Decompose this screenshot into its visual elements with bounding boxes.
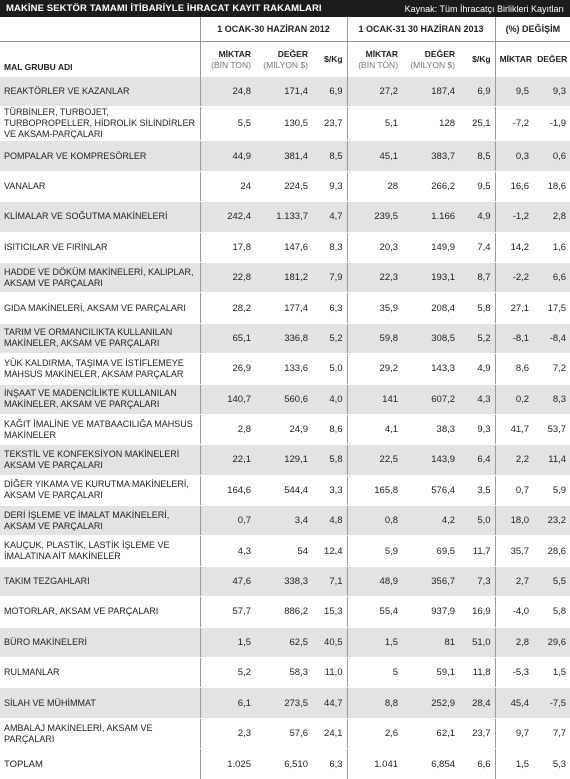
miktar-2012-cell: 1.025 bbox=[200, 749, 255, 779]
group-name-cell: TAKIM TEZGAHLARI bbox=[0, 566, 200, 596]
table-row bbox=[0, 658, 570, 688]
perkg-2013-cell: 23,7 bbox=[459, 718, 495, 748]
table-row bbox=[0, 597, 570, 627]
perkg-2013-cell: 16,9 bbox=[459, 597, 495, 627]
change-deger-cell: 7,7 bbox=[533, 718, 570, 748]
group-name-cell: KLİMALAR VE SOĞUTMA MAKİNELERİ bbox=[0, 202, 200, 232]
miktar-2012-cell: 24,8 bbox=[200, 77, 255, 107]
change-deger-cell: 29,6 bbox=[533, 627, 570, 657]
deger-2013-cell: 607,2 bbox=[402, 384, 459, 414]
group-name-cell: TARIM VE ORMANCILIKTA KULLANILAN MAKİNELER, AKSAM VE PARÇALARI bbox=[0, 323, 200, 353]
miktar-2012-cell: 2,3 bbox=[200, 718, 255, 748]
miktar-label: MİKTAR bbox=[365, 48, 399, 59]
deger-2012-cell: 6,510 bbox=[255, 749, 312, 779]
group-name-cell: İNŞAAT VE MADENCİLİKTE KULLANILAN MAKİNELER, AKSAM VE PARÇALARI bbox=[0, 384, 200, 414]
miktar-2012-cell: 47,6 bbox=[200, 566, 255, 596]
group-name-cell: TOPLAM bbox=[0, 749, 200, 779]
deger-2012-cell: 24,9 bbox=[255, 414, 312, 444]
total-row bbox=[0, 749, 570, 779]
change-miktar-cell: 27,1 bbox=[495, 293, 533, 323]
deger-2013-cell: 252,9 bbox=[402, 688, 459, 718]
table-row bbox=[0, 354, 570, 384]
perkg-2013-cell: 9,5 bbox=[459, 171, 495, 201]
change-miktar-cell: 35,7 bbox=[495, 536, 533, 566]
change-miktar-cell: 14,2 bbox=[495, 232, 533, 262]
table-row bbox=[0, 262, 570, 292]
perkg-2012-cell: 5,0 bbox=[312, 354, 347, 384]
deger-2013-cell: 81 bbox=[402, 627, 459, 657]
table-body bbox=[0, 77, 570, 779]
perkg-2012-cell: 6,3 bbox=[312, 749, 347, 779]
perkg-2013-cell: 5,8 bbox=[459, 293, 495, 323]
perkg-2012-cell: 4,0 bbox=[312, 384, 347, 414]
miktar-2013-cell: 141 bbox=[347, 384, 402, 414]
miktar-2012-cell: 65,1 bbox=[200, 323, 255, 353]
table-row bbox=[0, 141, 570, 171]
source-note: Kaynak: Tüm İhracatçı Birlikleri Kayıtları bbox=[404, 3, 564, 14]
perkg-2013-cell: 6,4 bbox=[459, 445, 495, 475]
deger-unit: (MİLYON $) bbox=[410, 59, 456, 70]
header-row-periods bbox=[0, 17, 570, 42]
group-name-cell: GIDA MAKİNELERİ, AKSAM VE PARÇALARI bbox=[0, 293, 200, 323]
miktar-2013-cell: 45,1 bbox=[347, 141, 402, 171]
table-row bbox=[0, 323, 570, 353]
perkg-2013-cell: 11,8 bbox=[459, 658, 495, 688]
deger-label: DEĞER bbox=[424, 48, 456, 59]
change-deger-cell: -7,5 bbox=[533, 688, 570, 718]
header-row-columns bbox=[0, 42, 570, 78]
perkg-2012-cell: 5,8 bbox=[312, 445, 347, 475]
miktar-label: MİKTAR bbox=[218, 48, 251, 59]
group-name-cell: DİĞER YIKAMA VE KURUTMA MAKİNELERİ, AKSAM VE PARÇALARI bbox=[0, 475, 200, 505]
perkg-2012-header: $/Kg bbox=[312, 42, 347, 78]
perkg-2012-cell: 12,4 bbox=[312, 536, 347, 566]
group-name-cell: VANALAR bbox=[0, 171, 200, 201]
deger-2012-cell: 338,3 bbox=[255, 566, 312, 596]
deger-2013-cell: 266,2 bbox=[402, 171, 459, 201]
miktar-2012-cell: 140,7 bbox=[200, 384, 255, 414]
perkg-2013-cell: 25,1 bbox=[459, 107, 495, 141]
perkg-2012-cell: 40,5 bbox=[312, 627, 347, 657]
table-row bbox=[0, 232, 570, 262]
miktar-2012-cell: 28,2 bbox=[200, 293, 255, 323]
period-2013-header: 1 OCAK-31 30 HAZİRAN 2013 bbox=[347, 17, 495, 42]
group-header-spacer bbox=[0, 17, 200, 42]
change-miktar-cell: -1,2 bbox=[495, 202, 533, 232]
table-row bbox=[0, 445, 570, 475]
perkg-2013-cell: 11,7 bbox=[459, 536, 495, 566]
change-deger-cell: 28,6 bbox=[533, 536, 570, 566]
miktar-2013-cell: 28 bbox=[347, 171, 402, 201]
perkg-2012-cell: 8,5 bbox=[312, 141, 347, 171]
perkg-2012-cell: 9,3 bbox=[312, 171, 347, 201]
perkg-2013-cell: 9,3 bbox=[459, 414, 495, 444]
table-row bbox=[0, 627, 570, 657]
deger-2012-cell: 336,8 bbox=[255, 323, 312, 353]
miktar-2013-cell: 5 bbox=[347, 658, 402, 688]
deger-label: DEĞER bbox=[277, 48, 308, 59]
miktar-2012-cell: 242,4 bbox=[200, 202, 255, 232]
miktar-2013-cell: 0,8 bbox=[347, 506, 402, 536]
deger-2013-cell: 143,3 bbox=[402, 354, 459, 384]
change-miktar-cell: 18,0 bbox=[495, 506, 533, 536]
perkg-2012-cell: 8,3 bbox=[312, 232, 347, 262]
deger-2012-cell: 381,4 bbox=[255, 141, 312, 171]
miktar-2013-cell: 165,8 bbox=[347, 475, 402, 505]
change-deger-cell: 5,9 bbox=[533, 475, 570, 505]
deger-2013-cell: 6,854 bbox=[402, 749, 459, 779]
change-deger-cell: -1,9 bbox=[533, 107, 570, 141]
deger-2013-cell: 356,7 bbox=[402, 566, 459, 596]
change-miktar-cell: -7,2 bbox=[495, 107, 533, 141]
deger-2012-cell: 62,5 bbox=[255, 627, 312, 657]
deger-2013-cell: 149,9 bbox=[402, 232, 459, 262]
change-miktar-cell: 2,2 bbox=[495, 445, 533, 475]
change-miktar-cell: 9,7 bbox=[495, 718, 533, 748]
table-row bbox=[0, 506, 570, 536]
miktar-2012-cell: 0,7 bbox=[200, 506, 255, 536]
group-name-cell: AMBALAJ MAKİNELERİ, AKSAM VE PARÇALARI bbox=[0, 718, 200, 748]
group-name-cell: SİLAH VE MÜHİMMAT bbox=[0, 688, 200, 718]
table-title: MAKİNE SEKTÖR TAMAMI İTİBARİYLE İHRACAT KAYIT RAKAMLARI bbox=[6, 3, 322, 14]
perkg-2013-cell: 6,6 bbox=[459, 749, 495, 779]
miktar-2012-header bbox=[200, 42, 255, 78]
miktar-2012-cell: 22,1 bbox=[200, 445, 255, 475]
title-bar bbox=[0, 0, 570, 17]
perkg-2013-cell: 4,3 bbox=[459, 384, 495, 414]
change-miktar-cell: 2,7 bbox=[495, 566, 533, 596]
deger-2012-cell: 177,4 bbox=[255, 293, 312, 323]
perkg-2013-cell: 28,4 bbox=[459, 688, 495, 718]
perkg-2012-cell: 15,3 bbox=[312, 597, 347, 627]
change-deger-cell: 1,6 bbox=[533, 232, 570, 262]
change-miktar-cell: 0,2 bbox=[495, 384, 533, 414]
deger-2013-cell: 38,3 bbox=[402, 414, 459, 444]
group-name-cell: MOTORLAR, AKSAM VE PARÇALARI bbox=[0, 597, 200, 627]
miktar-2012-cell: 6,1 bbox=[200, 688, 255, 718]
miktar-2013-cell: 27,2 bbox=[347, 77, 402, 107]
change-deger-cell: 23,2 bbox=[533, 506, 570, 536]
table-row bbox=[0, 384, 570, 414]
perkg-2012-cell: 24,1 bbox=[312, 718, 347, 748]
table-row bbox=[0, 202, 570, 232]
miktar-2013-cell: 1,5 bbox=[347, 627, 402, 657]
change-miktar-cell: -2,2 bbox=[495, 262, 533, 292]
miktar-2013-cell: 59,8 bbox=[347, 323, 402, 353]
deger-2013-cell: 576,4 bbox=[402, 475, 459, 505]
miktar-2013-cell: 5,1 bbox=[347, 107, 402, 141]
change-deger-cell: 1,5 bbox=[533, 658, 570, 688]
deger-2013-cell: 187,4 bbox=[402, 77, 459, 107]
table-row bbox=[0, 171, 570, 201]
deger-2012-cell: 57,6 bbox=[255, 718, 312, 748]
change-deger-cell: 5,3 bbox=[533, 749, 570, 779]
miktar-2013-cell: 2,6 bbox=[347, 718, 402, 748]
group-name-cell: KAĞIT İMALİNE VE MATBAACILIĞA MAHSUS MAKİNELER bbox=[0, 414, 200, 444]
table-row bbox=[0, 77, 570, 107]
table-row bbox=[0, 293, 570, 323]
deger-2012-cell: 544,4 bbox=[255, 475, 312, 505]
deger-2013-cell: 59,1 bbox=[402, 658, 459, 688]
group-name-cell: BÜRO MAKİNELERİ bbox=[0, 627, 200, 657]
change-miktar-cell: 9,5 bbox=[495, 77, 533, 107]
miktar-2013-cell: 20,3 bbox=[347, 232, 402, 262]
deger-2013-cell: 383,7 bbox=[402, 141, 459, 171]
deger-2013-cell: 937,9 bbox=[402, 597, 459, 627]
change-deger-cell: 8,3 bbox=[533, 384, 570, 414]
miktar-2013-header bbox=[347, 42, 402, 78]
miktar-2012-cell: 2,8 bbox=[200, 414, 255, 444]
deger-2013-cell: 143,9 bbox=[402, 445, 459, 475]
table-row bbox=[0, 718, 570, 748]
change-deger-cell: 18,6 bbox=[533, 171, 570, 201]
deger-2012-cell: 129,1 bbox=[255, 445, 312, 475]
miktar-2013-cell: 239,5 bbox=[347, 202, 402, 232]
deger-2012-cell: 181,2 bbox=[255, 262, 312, 292]
miktar-2012-cell: 22,8 bbox=[200, 262, 255, 292]
miktar-2012-cell: 24 bbox=[200, 171, 255, 201]
group-name-cell: HADDE VE DÖKÜM MAKİNELERİ, KALIPLAR, AKSAM VE PARÇALARI bbox=[0, 262, 200, 292]
change-deger-cell: 6,6 bbox=[533, 262, 570, 292]
group-name-cell: TEKSTİL VE KONFEKSİYON MAKİNELERİ AKSAM VE PARÇALARI bbox=[0, 445, 200, 475]
miktar-2013-cell: 1.041 bbox=[347, 749, 402, 779]
miktar-2012-cell: 5,2 bbox=[200, 658, 255, 688]
table-row bbox=[0, 536, 570, 566]
change-deger-cell: 53,7 bbox=[533, 414, 570, 444]
change-deger-cell: 17,5 bbox=[533, 293, 570, 323]
table-row bbox=[0, 107, 570, 141]
change-header: (%) DEĞİŞİM bbox=[495, 17, 570, 42]
change-miktar-cell: -8,1 bbox=[495, 323, 533, 353]
change-miktar-cell: 0,3 bbox=[495, 141, 533, 171]
group-name-header: MAL GRUBU ADI bbox=[0, 42, 200, 78]
change-deger-header: DEĞER bbox=[537, 54, 568, 64]
perkg-2013-cell: 8,7 bbox=[459, 262, 495, 292]
perkg-2012-cell: 23,7 bbox=[312, 107, 347, 141]
deger-2012-cell: 224,5 bbox=[255, 171, 312, 201]
deger-2013-cell: 193,1 bbox=[402, 262, 459, 292]
change-deger-cell: 7,2 bbox=[533, 354, 570, 384]
change-miktar-cell: 0,7 bbox=[495, 475, 533, 505]
export-table bbox=[0, 17, 570, 779]
deger-2012-cell: 3,4 bbox=[255, 506, 312, 536]
change-miktar-cell: 1,5 bbox=[495, 749, 533, 779]
perkg-2012-cell: 4,8 bbox=[312, 506, 347, 536]
change-miktar-cell: 45,4 bbox=[495, 688, 533, 718]
miktar-unit: (BİN TON) bbox=[358, 59, 399, 70]
deger-2012-cell: 560,6 bbox=[255, 384, 312, 414]
miktar-2013-cell: 22,5 bbox=[347, 445, 402, 475]
table-row bbox=[0, 688, 570, 718]
group-name-cell: REAKTÖRLER VE KAZANLAR bbox=[0, 77, 200, 107]
perkg-2012-cell: 8,6 bbox=[312, 414, 347, 444]
perkg-2012-cell: 7,9 bbox=[312, 262, 347, 292]
perkg-2012-cell: 3,3 bbox=[312, 475, 347, 505]
change-deger-cell: -8,4 bbox=[533, 323, 570, 353]
deger-2013-cell: 1.166 bbox=[402, 202, 459, 232]
group-name-cell: KAUÇUK, PLASTİK, LASTİK İŞLEME VE İMALATINA AİT MAKİNELER bbox=[0, 536, 200, 566]
perkg-2013-cell: 3,5 bbox=[459, 475, 495, 505]
deger-2012-cell: 147,6 bbox=[255, 232, 312, 262]
change-deger-cell: 5,8 bbox=[533, 597, 570, 627]
perkg-2012-cell: 7,1 bbox=[312, 566, 347, 596]
group-name-cell: DERİ İŞLEME VE İMALAT MAKİNELERİ, AKSAM VE PARÇALARI bbox=[0, 506, 200, 536]
group-name-cell: YÜK KALDIRMA, TAŞIMA VE İSTİFLEMEYE MAHSUS MAKİNELER, AKSAM PARÇALAR bbox=[0, 354, 200, 384]
miktar-2013-cell: 29,2 bbox=[347, 354, 402, 384]
deger-2012-cell: 58,3 bbox=[255, 658, 312, 688]
miktar-2013-cell: 5,9 bbox=[347, 536, 402, 566]
miktar-2012-cell: 5,5 bbox=[200, 107, 255, 141]
change-deger-cell: 0,6 bbox=[533, 141, 570, 171]
deger-2013-cell: 208,4 bbox=[402, 293, 459, 323]
miktar-2013-cell: 55,4 bbox=[347, 597, 402, 627]
perkg-2013-cell: 5,0 bbox=[459, 506, 495, 536]
change-deger-cell: 2,8 bbox=[533, 202, 570, 232]
deger-2013-cell: 4,2 bbox=[402, 506, 459, 536]
perkg-2012-cell: 6,3 bbox=[312, 293, 347, 323]
period-2012-header: 1 OCAK-30 HAZİRAN 2012 bbox=[200, 17, 347, 42]
change-miktar-cell: 2,8 bbox=[495, 627, 533, 657]
deger-2012-cell: 1.133,7 bbox=[255, 202, 312, 232]
miktar-2012-cell: 17,8 bbox=[200, 232, 255, 262]
miktar-2012-cell: 164,6 bbox=[200, 475, 255, 505]
deger-2012-cell: 54 bbox=[255, 536, 312, 566]
change-deger-cell: 11,4 bbox=[533, 445, 570, 475]
deger-unit: (MİLYON $) bbox=[263, 59, 308, 70]
change-miktar-cell: 8,6 bbox=[495, 354, 533, 384]
deger-2012-cell: 171,4 bbox=[255, 77, 312, 107]
perkg-2012-cell: 11,0 bbox=[312, 658, 347, 688]
deger-2013-cell: 62,1 bbox=[402, 718, 459, 748]
miktar-2012-cell: 57,7 bbox=[200, 597, 255, 627]
deger-2013-header bbox=[402, 42, 459, 78]
miktar-2013-cell: 4,1 bbox=[347, 414, 402, 444]
perkg-2012-cell: 6,9 bbox=[312, 77, 347, 107]
perkg-2013-header: $/Kg bbox=[459, 42, 495, 78]
perkg-2012-cell: 44,7 bbox=[312, 688, 347, 718]
perkg-2012-cell: 5,2 bbox=[312, 323, 347, 353]
deger-2012-cell: 886,2 bbox=[255, 597, 312, 627]
miktar-2013-cell: 22,3 bbox=[347, 262, 402, 292]
perkg-2013-cell: 51,0 bbox=[459, 627, 495, 657]
deger-2012-cell: 133,6 bbox=[255, 354, 312, 384]
miktar-2012-cell: 4,3 bbox=[200, 536, 255, 566]
deger-2013-cell: 69,5 bbox=[402, 536, 459, 566]
change-miktar-cell: -4,0 bbox=[495, 597, 533, 627]
deger-2012-cell: 130,5 bbox=[255, 107, 312, 141]
group-name-cell: RULMANLAR bbox=[0, 658, 200, 688]
perkg-2013-cell: 5,2 bbox=[459, 323, 495, 353]
table-row bbox=[0, 414, 570, 444]
deger-2013-cell: 308,5 bbox=[402, 323, 459, 353]
perkg-2013-cell: 7,4 bbox=[459, 232, 495, 262]
change-miktar-cell: 41,7 bbox=[495, 414, 533, 444]
perkg-2013-cell: 4,9 bbox=[459, 354, 495, 384]
change-deger-cell: 5,5 bbox=[533, 566, 570, 596]
miktar-2012-cell: 26,9 bbox=[200, 354, 255, 384]
perkg-2013-cell: 7,3 bbox=[459, 566, 495, 596]
change-miktar-cell: -5,3 bbox=[495, 658, 533, 688]
deger-2012-cell: 273,5 bbox=[255, 688, 312, 718]
perkg-2013-cell: 6,9 bbox=[459, 77, 495, 107]
miktar-2012-cell: 1,5 bbox=[200, 627, 255, 657]
change-miktar-cell: 16,6 bbox=[495, 171, 533, 201]
miktar-2013-cell: 8,8 bbox=[347, 688, 402, 718]
change-miktar-header: MİKTAR bbox=[499, 54, 532, 64]
perkg-2013-cell: 8,5 bbox=[459, 141, 495, 171]
deger-2012-header bbox=[255, 42, 312, 78]
deger-2013-cell: 128 bbox=[402, 107, 459, 141]
miktar-2012-cell: 44,9 bbox=[200, 141, 255, 171]
table-row bbox=[0, 566, 570, 596]
miktar-2013-cell: 35,9 bbox=[347, 293, 402, 323]
group-name-cell: TÜRBİNLER, TURBOJET, TURBOPROPELLER, HİDROLİK SİLİNDİRLER VE AKSAM-PARÇALARI bbox=[0, 107, 200, 141]
table-row bbox=[0, 475, 570, 505]
change-deger-cell: 9,3 bbox=[533, 77, 570, 107]
perkg-2013-cell: 4,9 bbox=[459, 202, 495, 232]
group-name-cell: POMPALAR VE KOMPRESÖRLER bbox=[0, 141, 200, 171]
miktar-unit: (BİN TON) bbox=[211, 59, 251, 70]
perkg-2012-cell: 4,7 bbox=[312, 202, 347, 232]
miktar-2013-cell: 48,9 bbox=[347, 566, 402, 596]
group-name-cell: ISITICILAR VE FIRINLAR bbox=[0, 232, 200, 262]
